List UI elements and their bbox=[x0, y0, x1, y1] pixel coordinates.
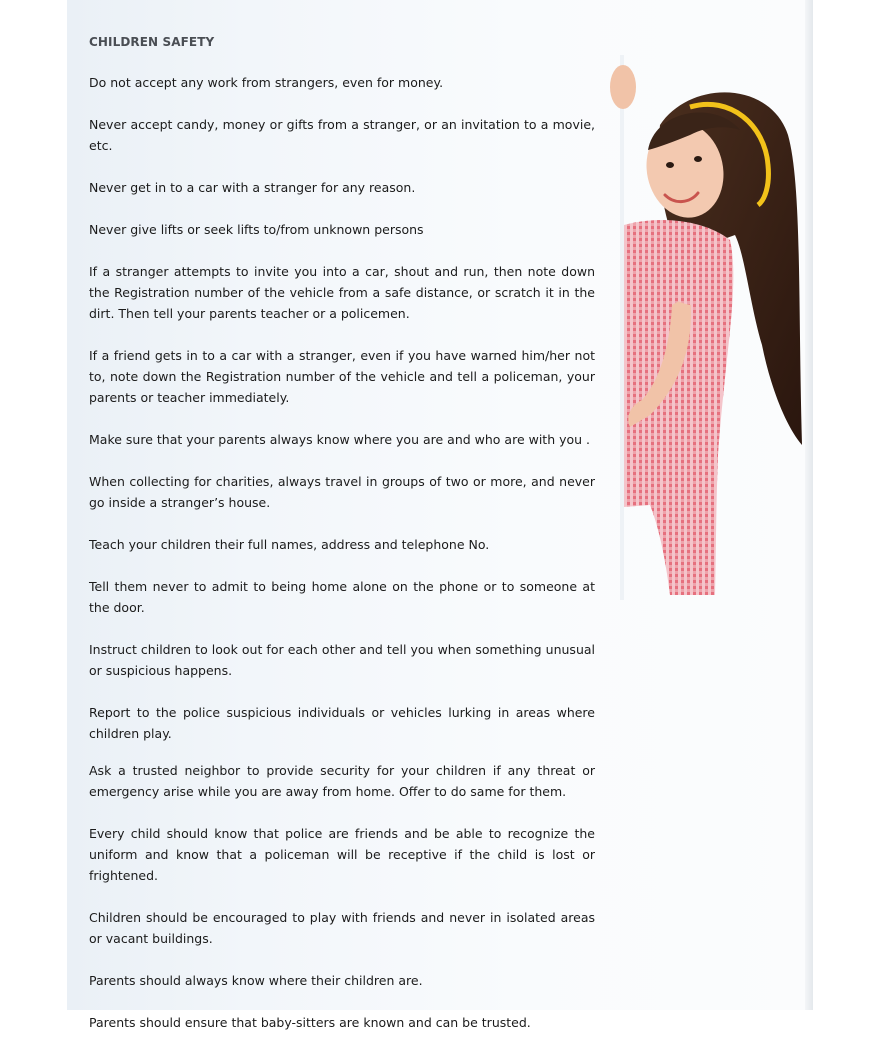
safety-tip: Instruct children to look out for each other and tell you when something unusual or suspicious happens. bbox=[89, 642, 595, 678]
safety-tip: Never give lifts or seek lifts to/from unknown persons bbox=[89, 222, 424, 237]
safety-tip: Children should be encouraged to play with friends and never in isolated areas or vacant buildings. bbox=[89, 910, 595, 946]
safety-tip: If a friend gets in to a car with a stranger, even if you have warned him/her not to, note down the Registration number of the vehicle and tell a policeman, your parents or teacher immediately. bbox=[89, 348, 595, 405]
safety-tip: Report to the police suspicious individuals or vehicles lurking in areas where children play. bbox=[89, 705, 595, 741]
page-title: CHILDREN SAFETY bbox=[89, 35, 215, 49]
safety-tip: Parents should ensure that baby-sitters are known and can be trusted. bbox=[89, 1015, 531, 1030]
safety-tip: Do not accept any work from strangers, even for money. bbox=[89, 75, 444, 90]
safety-tip: When collecting for charities, always travel in groups of two or more, and never go inside a stranger’s house. bbox=[89, 474, 595, 510]
safety-tip: Tell them never to admit to being home alone on the phone or to someone at the door. bbox=[89, 579, 595, 615]
safety-tip: Make sure that your parents always know where you are and who are with you . bbox=[89, 432, 591, 447]
safety-tip: Never get in to a car with a stranger for any reason. bbox=[89, 180, 416, 195]
safety-tip: If a stranger attempts to invite you into a car, shout and run, then note down the Registration number of the vehicle from a safe distance, or scratch it in the dirt. Then tell your parents teacher or a policemen. bbox=[89, 264, 595, 321]
safety-tip: Parents should always know where their children are. bbox=[89, 973, 423, 988]
safety-article bbox=[89, 34, 595, 1054]
safety-tip: Teach your children their full names, address and telephone No. bbox=[89, 537, 490, 552]
safety-tip: Never accept candy, money or gifts from a stranger, or an invitation to a movie, etc. bbox=[89, 117, 595, 153]
safety-tip: Ask a trusted neighbor to provide security for your children if any threat or emergency arise while you are away from home. Offer to do same for them. bbox=[89, 763, 595, 799]
safety-tip: Every child should know that police are friends and be able to recognize the uniform and know that a policeman will be receptive if the child is lost or frightened. bbox=[89, 826, 595, 883]
